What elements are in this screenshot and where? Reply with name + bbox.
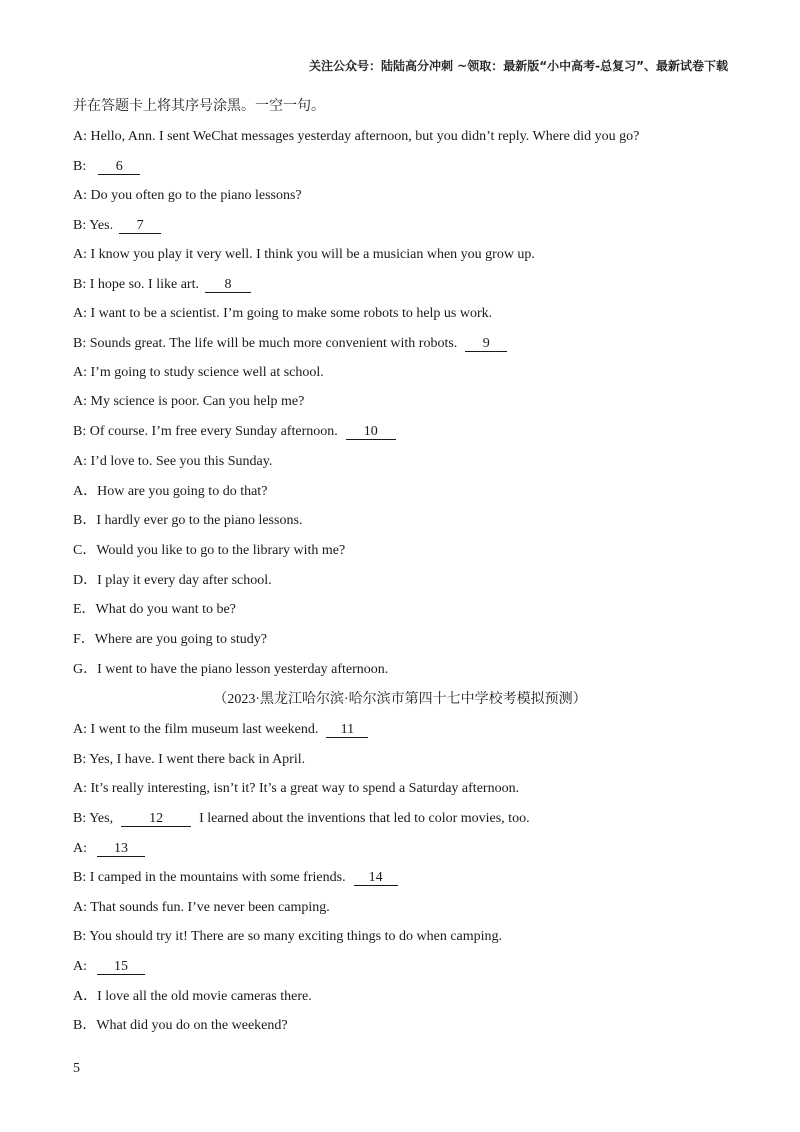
dialog-line-continuation: I learned about the inventions that led to color movies, too. — [199, 811, 530, 826]
dialog-line-text: A: — [73, 841, 87, 856]
dialog-line — [73, 246, 535, 264]
dialog-line — [73, 928, 502, 946]
dialog-line-text: A: I went to the film museum last weekend. — [73, 722, 319, 737]
page-number: 5 — [73, 1061, 80, 1076]
dialog-line-text: B: Yes. — [73, 218, 114, 233]
answer-blank[interactable]: 15 — [97, 959, 145, 975]
dialog-line — [73, 899, 330, 917]
dialog-line — [73, 423, 396, 441]
dialog-line — [73, 217, 161, 235]
option-item: A．I love all the old movie cameras there. — [73, 989, 312, 1004]
instruction-text: 并在答题卡上将其序号涂黑。一空一句。 — [73, 99, 325, 114]
dialog-line-text: B: Sounds great. The life will be much more convenient with robots. — [73, 336, 458, 351]
answer-blank[interactable]: 11 — [326, 722, 368, 738]
answer-blank[interactable]: 9 — [465, 336, 507, 352]
dialog-line — [73, 721, 368, 739]
dialog-line-text: B: Yes, I have. I went there back in April. — [73, 752, 306, 767]
dialog-line — [73, 305, 492, 323]
dialog-line-text: B: Yes, — [73, 811, 114, 826]
option-item: G．I went to have the piano lesson yesterday afternoon. — [73, 662, 389, 677]
dialog-line-text: B: I camped in the mountains with some friends. — [73, 870, 346, 885]
dialog-line-text: B: You should try it! There are so many exciting things to do when camping. — [73, 929, 503, 944]
answer-blank[interactable]: 14 — [354, 870, 398, 886]
answer-blank[interactable]: 6 — [98, 159, 140, 175]
dialog-line-text: A: I want to be a scientist. I’m going to make some robots to help us work. — [73, 306, 493, 321]
page-header-banner: 关注公众号：陆陆高分冲刺 ~领取：最新版“小中高考-总复习”、最新试卷下载 — [309, 59, 728, 73]
option-item: A．How are you going to do that? — [73, 484, 268, 499]
dialog-line-text: A: I’m going to study science well at school. — [73, 365, 324, 380]
dialog-line-text: A: It’s really interesting, isn’t it? It’s a great way to spend a Saturday afternoon. — [73, 781, 520, 796]
dialog-line — [73, 780, 519, 798]
option-item: F．Where are you going to study? — [73, 632, 268, 647]
option-item: E．What do you want to be? — [73, 602, 236, 617]
option-item: C．Would you like to go to the library with me? — [73, 543, 346, 558]
dialog-line — [73, 158, 140, 176]
dialog-line — [73, 335, 507, 353]
dialog-line-text: A: That sounds fun. I’ve never been camping. — [73, 900, 330, 915]
dialog-line-text: A: Hello, Ann. I sent WeChat messages yesterday afternoon, but you didn’t reply. Where did you go? — [73, 129, 640, 144]
dialog-line-text: A: My science is poor. Can you help me? — [73, 394, 305, 409]
dialog-line — [73, 751, 305, 769]
dialog-line — [73, 958, 145, 976]
option-item: B．I hardly ever go to the piano lessons. — [73, 513, 303, 528]
option-item: D．I play it every day after school. — [73, 573, 272, 588]
dialog-line-text: B: — [73, 159, 87, 174]
dialog-line-text: A: — [73, 959, 87, 974]
option-item: B．What did you do on the weekend? — [73, 1018, 288, 1033]
dialog-line-text: A: I’d love to. See you this Sunday. — [73, 454, 273, 469]
answer-blank[interactable]: 12 — [121, 811, 191, 827]
dialog-line — [73, 453, 272, 471]
question-source: （2023·黑龙江哈尔滨·哈尔滨市第四十七中学校考模拟预测） — [213, 692, 587, 707]
dialog-line — [73, 276, 251, 294]
dialog-line — [73, 187, 302, 205]
dialog-line-text: B: I hope so. I like art. — [73, 277, 199, 292]
dialog-line-text: A: I know you play it very well. I think you will be a musician when you grow up. — [73, 247, 535, 262]
answer-blank[interactable]: 7 — [119, 218, 161, 234]
dialog-line — [73, 128, 639, 146]
dialog-line-text: B: Of course. I’m free every Sunday afternoon. — [73, 424, 338, 439]
answer-blank[interactable]: 13 — [97, 841, 145, 857]
dialog-line — [73, 869, 398, 887]
dialog-line-text: A: Do you often go to the piano lessons? — [73, 188, 302, 203]
dialog-line — [73, 810, 530, 828]
answer-blank[interactable]: 8 — [205, 277, 251, 293]
answer-blank[interactable]: 10 — [346, 424, 396, 440]
dialog-line — [73, 364, 324, 382]
dialog-line — [73, 393, 304, 411]
dialog-line — [73, 840, 145, 858]
